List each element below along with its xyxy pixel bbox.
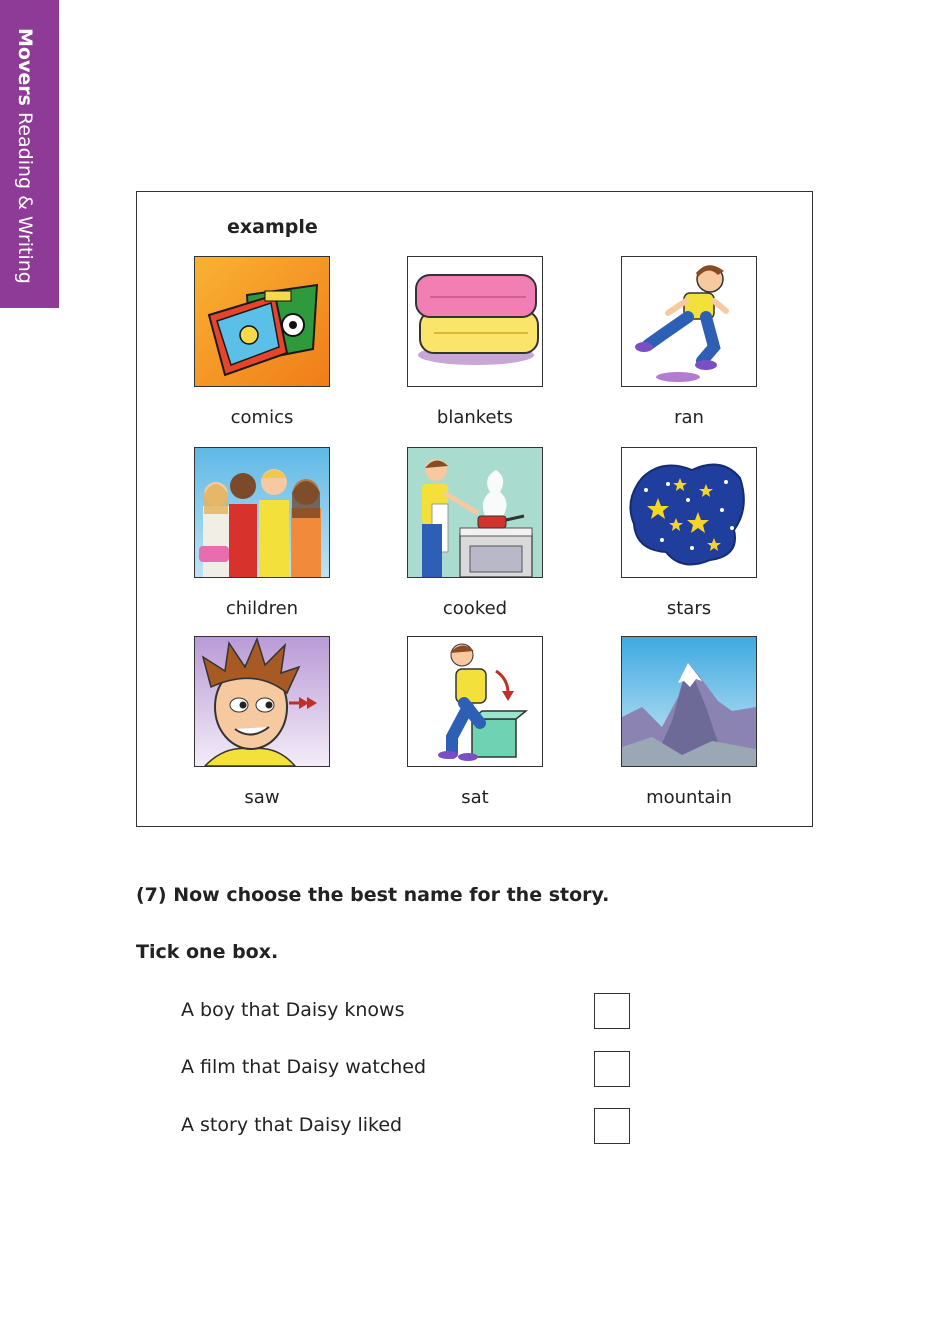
- level-label: Movers: [14, 28, 36, 106]
- word-label: ran: [674, 407, 704, 428]
- children-icon: [194, 447, 330, 578]
- side-tab-label: [14, 28, 36, 284]
- grid-item-cooked: [407, 447, 543, 619]
- grid-item-sat: [407, 636, 543, 808]
- sitting-boy-icon: [407, 636, 543, 767]
- stars-icon: [621, 447, 757, 578]
- option-label: A boy that Daisy knows: [181, 999, 405, 1021]
- word-label: comics: [230, 407, 294, 428]
- option-label: A story that Daisy liked: [181, 1114, 403, 1136]
- question-number: (7): [136, 884, 167, 906]
- mountain-icon: [621, 636, 757, 767]
- word-label: mountain: [646, 787, 732, 808]
- grid-item-comics: [194, 256, 330, 428]
- word-label: saw: [244, 787, 280, 808]
- option-checkbox-2[interactable]: [594, 1051, 630, 1087]
- option-checkbox-3[interactable]: [594, 1108, 630, 1144]
- word-label: stars: [666, 598, 712, 619]
- grid-item-mountain: [621, 636, 757, 808]
- word-label: children: [225, 598, 299, 619]
- side-tab: [0, 0, 59, 308]
- option-label: A film that Daisy watched: [181, 1056, 427, 1078]
- word-label: blankets: [436, 407, 514, 428]
- word-label: sat: [461, 787, 489, 808]
- section-label: Reading & Writing: [14, 111, 36, 284]
- example-label: example: [227, 216, 318, 238]
- comics-icon: [194, 256, 330, 387]
- looking-boy-icon: [194, 636, 330, 767]
- grid-item-saw: [194, 636, 330, 808]
- grid-item-ran: [621, 256, 757, 428]
- blankets-icon: [407, 256, 543, 387]
- running-boy-icon: [621, 256, 757, 387]
- grid-item-blankets: [407, 256, 543, 428]
- cooking-boy-icon: [407, 447, 543, 578]
- word-label: cooked: [442, 598, 508, 619]
- option-checkbox-1[interactable]: [594, 993, 630, 1029]
- question-heading: [136, 884, 609, 906]
- grid-item-children: [194, 447, 330, 619]
- instruction: Tick one box.: [136, 941, 279, 963]
- grid-item-stars: [621, 447, 757, 619]
- question-text: Now choose the best name for the story.: [173, 884, 610, 906]
